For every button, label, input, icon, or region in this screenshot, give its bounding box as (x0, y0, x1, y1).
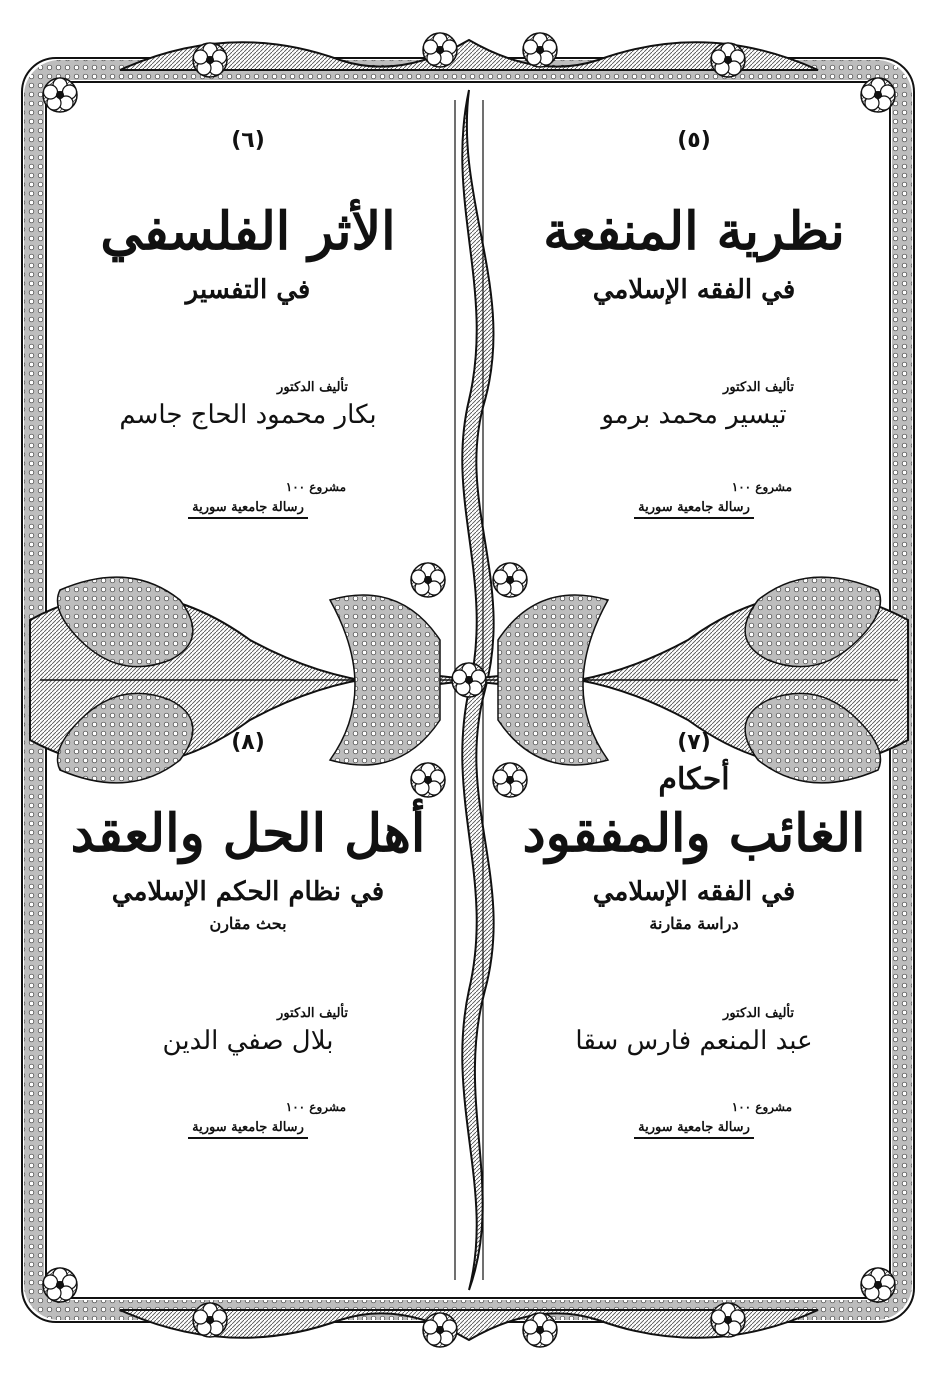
corner-rosette-icon (861, 1268, 895, 1302)
author-name: بكار محمود الحاج جاسم (119, 400, 377, 430)
author-label: تأليف الدكتور (277, 380, 348, 395)
rosette-icon (423, 33, 457, 67)
book-pretitle: أحكام (658, 762, 730, 797)
corner-rosette-icon (43, 78, 77, 112)
book-number: (٧) (677, 730, 711, 755)
study-type: بحث مقارن (209, 914, 287, 933)
rosette-icon (493, 563, 527, 597)
rosette-icon (423, 1313, 457, 1347)
project-label: مشروع ١٠٠ (731, 1100, 792, 1114)
project-label: مشروع ١٠٠ (285, 480, 346, 494)
series-label: رسالة جامعية سورية (634, 1120, 754, 1139)
book-panel-7 (514, 730, 874, 1139)
book-subtitle: في نظام الحكم الإسلامي (111, 877, 385, 907)
book-title: أهل الحل والعقد (70, 803, 426, 864)
project-label: مشروع ١٠٠ (731, 480, 792, 494)
book-title: نظرية المنفعة (543, 201, 845, 262)
book-subtitle: في الفقه الإسلامي (592, 275, 796, 305)
study-type: دراسة مقارنة (649, 914, 739, 933)
series-label: رسالة جامعية سورية (188, 1120, 308, 1139)
book-number: (٦) (231, 128, 265, 153)
book-number: (٨) (231, 730, 265, 755)
corner-rosette-icon (861, 78, 895, 112)
book-panel-8 (68, 730, 428, 1139)
book-subtitle: في التفسير (185, 275, 311, 305)
series-label: رسالة جامعية سورية (188, 500, 308, 519)
book-title: الغائب والمفقود (522, 803, 866, 864)
author-name: تيسير محمد برمو (601, 400, 787, 430)
author-label: تأليف الدكتور (277, 1006, 348, 1021)
corner-rosette-icon (43, 1268, 77, 1302)
book-title: الأثر الفلسفي (100, 201, 396, 262)
author-label: تأليف الدكتور (723, 1006, 794, 1021)
center-rosette-icon (452, 663, 486, 697)
author-label: تأليف الدكتور (723, 380, 794, 395)
book-subtitle: في الفقه الإسلامي (592, 877, 796, 907)
author-name: عبد المنعم فارس سقا (575, 1026, 813, 1056)
rosette-icon (711, 43, 745, 77)
book-number: (٥) (677, 128, 711, 153)
rosette-icon (193, 43, 227, 77)
book-panel-5 (514, 128, 874, 519)
project-label: مشروع ١٠٠ (285, 1100, 346, 1114)
rosette-icon (411, 563, 445, 597)
series-label: رسالة جامعية سورية (634, 500, 754, 519)
rosette-icon (711, 1303, 745, 1337)
book-panel-6 (68, 128, 428, 519)
author-name: بلال صفي الدين (162, 1026, 334, 1056)
rosette-icon (523, 1313, 557, 1347)
rosette-icon (193, 1303, 227, 1337)
rosette-icon (523, 33, 557, 67)
